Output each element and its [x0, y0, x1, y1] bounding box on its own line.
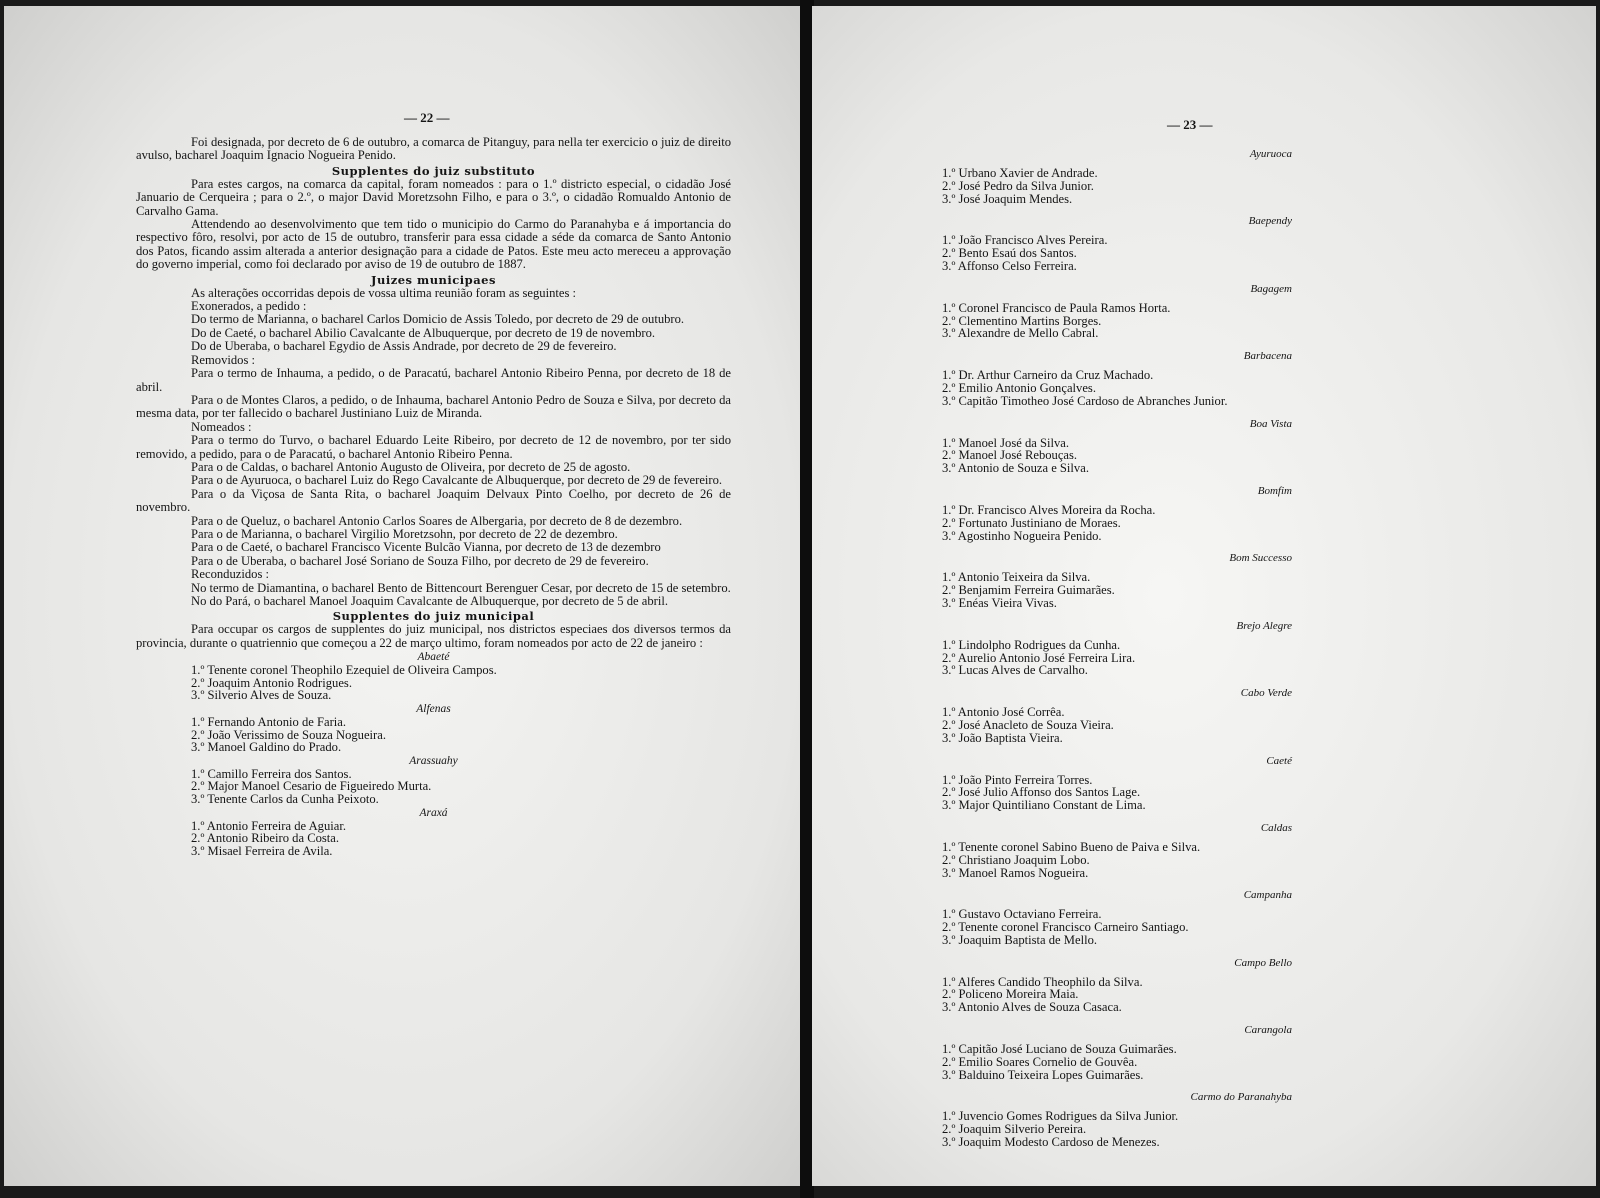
- place-group: [942, 957, 1292, 1014]
- place-group: [942, 418, 1292, 475]
- list-item: 1.º Camillo Ferreira dos Santos.: [191, 766, 352, 781]
- person-list: [942, 437, 1292, 475]
- list-item: 2.º João Verissimo de Souza Nogueira.: [191, 727, 386, 742]
- section-heading: Supplentes do juiz municipal: [332, 609, 535, 624]
- paragraph: Para o de Ayuruoca, o bacharel Luiz do Rego Cavalcante de Albuquerque, por decreto de 29 de fevereiro.: [191, 473, 723, 488]
- person-list: [942, 976, 1292, 1014]
- list-item: 3.º Joaquim Baptista de Mello.: [942, 932, 1098, 947]
- person-list: [942, 1043, 1292, 1081]
- list-item: 2.º Clementino Martins Borges.: [942, 313, 1102, 328]
- list-item: 3.º Alexandre de Mello Cabral.: [942, 326, 1099, 341]
- place-group: [942, 687, 1292, 744]
- list-item: 1.º Urbano Xavier de Andrade.: [942, 166, 1098, 180]
- list-item: 2.º Major Manoel Cesario de Figueiredo Murta.: [191, 779, 432, 794]
- person-list: [942, 167, 1292, 205]
- place-group: [942, 552, 1292, 609]
- list-item: 2.º Emilio Soares Cornelio de Gouvêa.: [942, 1054, 1138, 1069]
- place-group: [942, 755, 1292, 812]
- list-item: 1.º Tenente coronel Sabino Bueno de Paiva e Silva.: [942, 839, 1201, 854]
- person-list: [942, 1110, 1292, 1148]
- paragraph: No do Pará, o bacharel Manoel Joaquim Cavalcante de Albuquerque, por decreto de 5 de abril.: [191, 594, 668, 608]
- list-item: 3.º Affonso Celso Ferreira.: [942, 258, 1077, 273]
- place-name: Barbacena: [1243, 350, 1292, 363]
- paragraph: Para o de Marianna, o bacharel Virgilio Moretzsohn, por decreto de 22 de dezembro.: [191, 526, 618, 541]
- list-item: 2.º Policeno Moreira Maia.: [942, 987, 1079, 1002]
- list-item: 2.º Emilio Antonio Gonçalves.: [942, 380, 1096, 395]
- place-group: [136, 754, 731, 806]
- list-item: 1.º Dr. Arthur Carneiro da Cruz Machado.: [942, 368, 1154, 383]
- place-name: Ayuruoca: [1249, 148, 1292, 160]
- substitutes-list: [136, 650, 731, 857]
- list-item: 3.º Balduino Teixeira Lopes Guimarães.: [942, 1067, 1144, 1082]
- place-name: Cabo Verde: [1240, 687, 1292, 700]
- place-name: Brejo Alegre: [1236, 619, 1292, 632]
- paragraph: Removidos :: [191, 352, 256, 367]
- place-name: Arassuahy: [409, 754, 458, 767]
- substitutes-list: [942, 146, 1292, 1159]
- paragraph: Para o de Caeté, o bacharel Francisco Vicente Bulcão Vianna, por decreto de 13 de dezembro: [191, 540, 661, 555]
- list-item: 3.º Major Quintiliano Constant de Lima.: [942, 798, 1146, 813]
- right-page: [812, 6, 1596, 1186]
- paragraph: Para o de Caldas, o bacharel Antonio Augusto de Oliveira, por decreto de 25 de agosto.: [191, 459, 631, 474]
- list-item: 1.º Alferes Candido Theophilo da Silva.: [942, 974, 1143, 989]
- place-group: [942, 1091, 1292, 1148]
- place-name: Bomfim: [1257, 484, 1292, 497]
- place-group: [942, 822, 1292, 879]
- place-name: Bom Successo: [1229, 552, 1292, 565]
- list-item: 3.º João Baptista Vieira.: [942, 730, 1063, 745]
- list-item: 3.º Joaquim Modesto Cardoso de Menezes.: [942, 1135, 1160, 1150]
- place-name: Baependy: [1248, 215, 1292, 228]
- paragraph: Reconduzidos :: [191, 567, 269, 582]
- section-heading: Supplentes do juiz substituto: [331, 163, 536, 178]
- list-item: 1.º Lindolpho Rodrigues da Cunha.: [942, 637, 1121, 652]
- list-item: 2.º José Pedro da Silva Junior.: [942, 178, 1094, 193]
- page-number: — 22 —: [404, 110, 450, 125]
- paragraph: Do de Uberaba, o bacharel Egydio de Assis Andrade, por decreto de 29 de fevereiro.: [191, 339, 617, 354]
- person-list: [942, 706, 1292, 744]
- person-list: [942, 639, 1292, 677]
- list-item: 3.º Misael Ferreira de Avila.: [191, 843, 333, 858]
- paragraph: No termo de Diamantina, o bacharel Bento de Bittencourt Berenguer Cesar, por decreto de 15 de setembro.: [191, 580, 731, 595]
- list-item: 1.º Juvencio Gomes Rodrigues da Silva Junior.: [942, 1109, 1179, 1124]
- intro-paragraph: Foi designada, por decreto de 6 de outubro, a comarca de Pitanguy, para nella ter exercicio o juiz de direito avulso, bacharel Joaquim Ignacio Nogueira Penido.: [136, 135, 731, 163]
- list-item: 1.º Manoel José da Silva.: [942, 435, 1070, 450]
- place-group: [136, 650, 731, 702]
- list-item: 2.º Bento Esaú dos Santos.: [942, 246, 1077, 261]
- list-item: 3.º Agostinho Nogueira Penido.: [942, 528, 1102, 543]
- person-list: [942, 841, 1292, 879]
- list-item: 1.º Antonio Ferreira de Aguiar.: [191, 818, 346, 833]
- list-item: 3.º Enéas Vieira Vivas.: [942, 595, 1057, 610]
- paragraph: Para o termo do Turvo, o bacharel Eduardo Leite Ribeiro, por decreto de 12 de novembro, por ter sido removido, a pedido, para o de Paracatú, o bacharel Antonio Ribeiro Penna.: [136, 433, 731, 461]
- left-page: [4, 6, 802, 1186]
- list-item: 2.º Benjamim Ferreira Guimarães.: [942, 583, 1115, 598]
- person-list: [191, 820, 731, 858]
- place-name: Carmo do Paranahyba: [1190, 1091, 1292, 1104]
- paragraph: Para estes cargos, na comarca da capital, foram nomeados : para o 1.º districto especial, o cidadão José Januario de Cerqueira ; para o 2.º, o major David Moretzsohn Filho, e para o 3.º, o cidadão Romualdo Antonio de Carvalho Gama.: [136, 176, 731, 218]
- paragraph: As alterações occorridas depois de vossa ultima reunião foram as seguintes :: [191, 285, 577, 300]
- list-item: 3.º Manoel Galdino do Prado.: [191, 740, 342, 755]
- list-item: 1.º Coronel Francisco de Paula Ramos Horta.: [942, 300, 1171, 315]
- paragraph: Nomeados :: [191, 419, 252, 434]
- place-name: Alfenas: [416, 703, 451, 715]
- place-group: [942, 215, 1292, 272]
- list-item: 1.º Antonio José Corrêa.: [942, 705, 1065, 720]
- place-group: [942, 148, 1292, 205]
- list-item: 2.º Aurelio Antonio José Ferreira Lira.: [942, 650, 1136, 665]
- person-list: [942, 571, 1292, 609]
- place-group: [136, 702, 731, 754]
- list-item: 1.º Antonio Teixeira da Silva.: [942, 570, 1091, 585]
- place-group: [942, 620, 1292, 677]
- section-heading: Juizes municipaes: [371, 272, 496, 287]
- person-list: [942, 302, 1292, 340]
- list-item: 1.º Fernando Antonio de Faria.: [191, 715, 347, 729]
- list-item: 2.º Joaquim Silverio Pereira.: [942, 1122, 1087, 1137]
- person-list: [942, 234, 1292, 272]
- person-list: [942, 908, 1292, 946]
- paragraph: Para occupar os cargos de supplentes do juiz municipal, nos districtos especiaes dos diversos termos da provincia, durante o quatriennio que começou a 22 de março ultimo, foram nomeados por acto de 22 de janeiro :: [136, 622, 731, 650]
- list-item: 3.º Manoel Ramos Nogueira.: [942, 865, 1089, 880]
- person-list: [191, 768, 731, 806]
- paragraph: Exonerados, a pedido :: [191, 299, 307, 314]
- list-item: 2.º Tenente coronel Francisco Carneiro Santiago.: [942, 920, 1189, 935]
- person-list: [191, 664, 731, 702]
- person-list: [942, 369, 1292, 407]
- list-item: 3.º Antonio de Souza e Silva.: [942, 461, 1089, 476]
- place-name: Carangola: [1244, 1024, 1292, 1037]
- paragraph: Para o termo de Inhauma, a pedido, o de Paracatú, bacharel Antonio Ribeiro Penna, por decreto de 18 de abril.: [136, 366, 731, 394]
- place-group: [942, 350, 1292, 407]
- paragraph: Para o de Montes Claros, a pedido, o de Inhauma, bacharel Antonio Pedro de Souza e Silva, por decreto da mesma data, por ter fallecido o bacharel Justiniano Luiz de Miranda.: [136, 392, 731, 421]
- paragraph: Do de Caeté, o bacharel Abilio Cavalcante de Albuquerque, por decreto de 19 de novembro.: [191, 325, 656, 340]
- place-group: [136, 806, 731, 858]
- place-group: [942, 485, 1292, 542]
- list-item: 3.º José Joaquim Mendes.: [942, 191, 1073, 206]
- list-item: 2.º José Julio Affonso dos Santos Lage.: [942, 785, 1141, 800]
- list-item: 3.º Silverio Alves de Souza.: [191, 688, 332, 703]
- place-group: [942, 283, 1292, 340]
- list-item: 3.º Capitão Timotheo José Cardoso de Abranches Junior.: [942, 393, 1228, 408]
- page-number: — 23 —: [1167, 117, 1213, 132]
- paragraph: Para o de Queluz, o bacharel Antonio Carlos Soares de Albergaria, por decreto de 8 de dezembro.: [191, 513, 683, 528]
- place-group: [942, 1024, 1292, 1081]
- place-name: Boa Vista: [1249, 417, 1292, 430]
- list-item: 2.º Fortunato Justiniano de Moraes.: [942, 515, 1121, 530]
- list-item: 1.º Tenente coronel Theophilo Ezequiel de Oliveira Campos.: [191, 663, 497, 678]
- list-item: 1.º Gustavo Octaviano Ferreira.: [942, 907, 1102, 922]
- paragraph: Para o da Viçosa de Santa Rita, o bacharel Joaquim Delvaux Pinto Coelho, por decreto de 26 de novembro.: [136, 486, 731, 515]
- person-list: [191, 716, 731, 754]
- list-item: 3.º Antonio Alves de Souza Casaca.: [942, 1000, 1122, 1015]
- list-item: 1.º Capitão José Luciano de Souza Guimarães.: [942, 1042, 1177, 1057]
- list-item: 2.º Antonio Ribeiro da Costa.: [191, 831, 340, 846]
- list-item: 1.º João Francisco Alves Pereira.: [942, 233, 1108, 248]
- list-item: 2.º Manoel José Rebouças.: [942, 448, 1078, 463]
- paragraph: Do termo de Marianna, o bacharel Carlos Domicio de Assis Toledo, por decreto de 29 de outubro.: [191, 312, 685, 327]
- place-name: Caeté: [1266, 754, 1292, 767]
- list-item: 2.º Christiano Joaquim Lobo.: [942, 852, 1090, 867]
- list-item: 2.º José Anacleto de Souza Vieira.: [942, 717, 1114, 732]
- list-item: 1.º João Pinto Ferreira Torres.: [942, 772, 1093, 787]
- place-name: Abaeté: [417, 651, 450, 664]
- place-name: Caldas: [1260, 821, 1292, 834]
- person-list: [942, 504, 1292, 542]
- judges-list: [136, 287, 731, 609]
- place-group: [942, 889, 1292, 946]
- place-name: Araxá: [419, 806, 448, 819]
- paragraph: Attendendo ao desenvolvimento que tem tido o municipio do Carmo do Paranahyba e á importancia do respectivo fôro, resolvi, por acto de 15 de outubro, transferir para essa cidade a séde da comarca de Santo Antonio dos Patos, ficando assim alterada a anterior designação para a cidade de Patos. Este meu acto mereceu a approvação do governo imperial, como foi declarado por aviso de 19 de outubro de 1887.: [136, 217, 731, 272]
- list-item: 3.º Tenente Carlos da Cunha Peixoto.: [191, 791, 379, 806]
- list-item: 3.º Lucas Alves de Carvalho.: [942, 663, 1088, 678]
- list-item: 1.º Dr. Francisco Alves Moreira da Rocha.: [942, 502, 1156, 517]
- person-list: [942, 774, 1292, 812]
- place-name: Bagagem: [1250, 282, 1292, 295]
- list-item: 2.º Joaquim Antonio Rodrigues.: [191, 675, 352, 690]
- place-name: Campanha: [1243, 889, 1292, 902]
- paragraph: Para o de Uberaba, o bacharel José Soriano de Souza Filho, por decreto de 29 de fevereiro.: [191, 553, 649, 568]
- place-name: Campo Bello: [1234, 956, 1292, 969]
- left-text-column: [136, 136, 731, 857]
